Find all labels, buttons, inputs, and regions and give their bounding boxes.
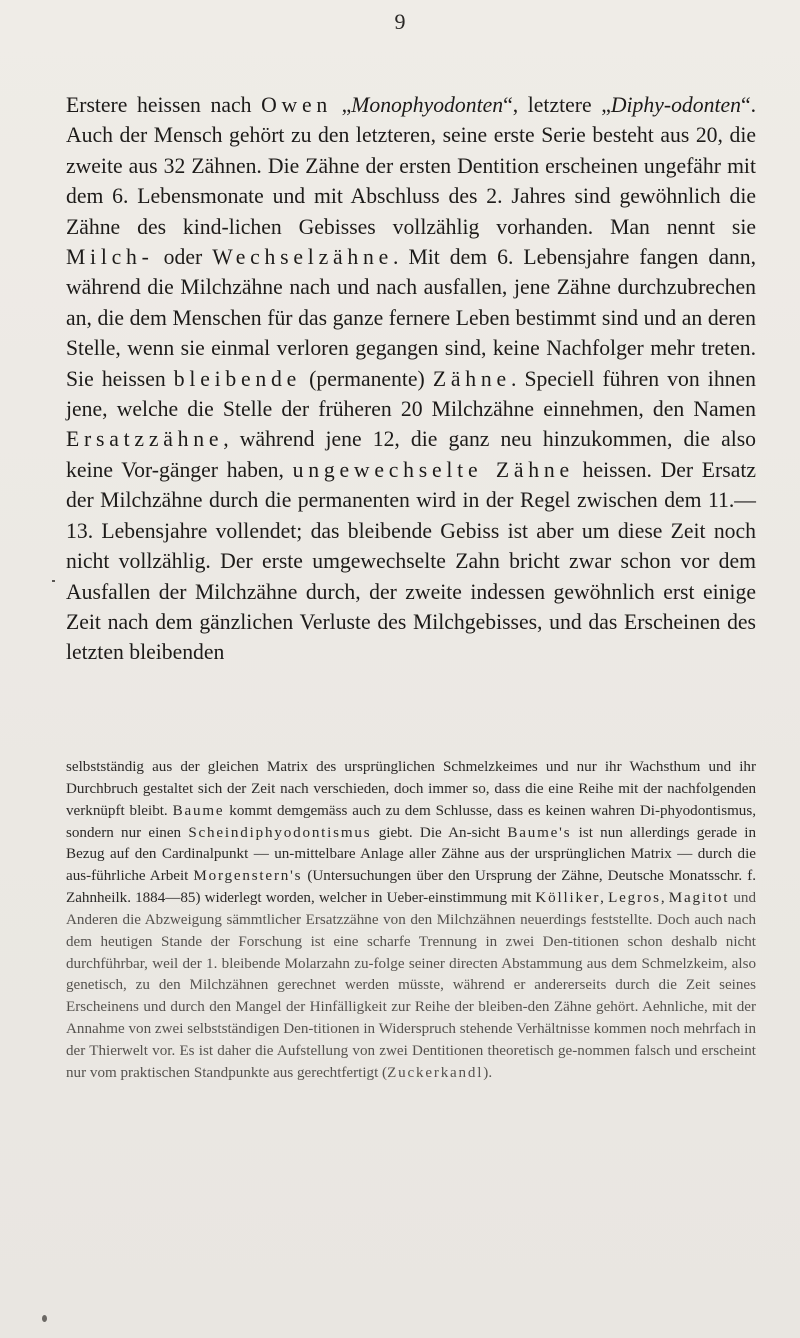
text-run: oder [153,245,213,270]
footnote-paragraph [66,757,756,1085]
text-run: „ [332,93,352,117]
text-run: , [600,890,609,907]
term-diphyodonten: Diphy-odonten [610,93,741,117]
main-text-block [66,90,756,668]
text-run: giebt. Die An-sicht [371,824,508,841]
author-morgenstern: Morgenstern's [193,868,303,885]
text-run: und Anderen die Abzweigung sämmtlicher Ersatzzähne von den Milchzähnen neuerdings feststellte. Doch auch nach dem heutigen Stande der Forschung ist eine scharfe Trennung in zwei Den-titionen schon deshalb nicht durchführbar, weil der 1. bleibende Molarzahn zu-folge seiner directen Abstammung aus dem Schmelzkeim, also genetisch, zu den Milchzähnen gerechnet werden müsste, während er andererseits durch die Zeit seines Erscheinens und durch den Mangel der Hinfälligkeit zur Reihe der bleiben-den Zähne gehört. Aehnliche, mit der Annahme von zwei selbstständigen Den-titionen in Widerspruch stehende Verhältnisse kommen noch mehrfach in der Thierwelt vor. Es ist daher die Aufstellung von zwei Dentitionen theoretisch ge-nommen falsch und erscheint nur vom praktischen Standpunkte aus gerechtfertigt ( [66,890,756,1081]
text-run: Erstere heissen nach [66,93,262,117]
author-baume-genitive: Baume's [507,824,572,841]
author-baume: Baume [172,802,225,819]
text-run: , [660,890,669,907]
text-run: , während jene 12, die ganz neu hinzukommen, die also keine Vor-gänger haben, [66,427,756,482]
term-milch: Milch- [66,245,154,270]
margin-dot [42,1315,47,1322]
term-zaehne: Zähne [432,366,511,391]
term-monophyodonten: Monophyodonten [351,93,504,117]
text-run: “. Auch der Mensch gehört zu den letzteren, seine erste Serie besteht aus 20, die zweite aus 32 Zähnen. Die Zähne der ersten Dentition erscheinen ungefähr mit dem 6. Lebensmonate und mit Abschluss des 2. Jahres sind gewöhnlich die Zähne des kind-lichen Gebisses vollzählig vorhanden. Man nennt sie [66,93,756,239]
author-legros: Legros [608,890,661,907]
text-run: kommt demgemäss auch zu dem Schlusse, dass es keinen wahren Di-phyodontismus, sondern nur einen [66,802,756,841]
text-run: ). [483,1064,493,1081]
term-bleibende: bleibende [173,366,302,391]
text-run: . Speciell führen von ihnen jene, welche die Stelle der früheren 20 Milchzähne einnehmen, den Namen [66,366,756,422]
term-scheindiphyodontismus: Scheindiphyodontismus [188,824,372,841]
footnote-block [66,757,756,1085]
author-zuckerkandl: Zuckerkandl [387,1064,484,1081]
term-ungewechselte-zaehne: ungewechselte Zähne [292,457,574,482]
margin-mark [52,580,55,582]
text-run: . Mit dem 6. Lebensjahre fangen dann, während die Milchzähne nach und nach ausfallen, jene Zähne durchzubrechen an, die dem Menschen für das ganze fernere Leben bestimmt sind und an deren Stelle, wenn sie einmal verloren gegangen sind, keine Nachfolger mehr treten. Sie heissen [66,245,756,391]
main-paragraph [66,90,756,668]
text-run: heissen. Der Ersatz der Milchzähne durch die permanenten wird in der Regel zwischen dem 11.—13. Lebensjahre vollendet; das bleibende Gebiss ist aber um diese Zeit noch nicht vollzählig. Der erste umgewechselte Zahn bricht zwar schon vor dem Ausfallen der Milchzähne durch, der zweite indessen gewöhnlich erst einige Zeit nach dem gänzlichen Verluste des Milchgebisses, und das Erscheinen des letzten bleibenden [66,457,756,665]
term-wechselzaehne: Wechselzähne [212,245,394,270]
text-run: ist nun allerdings gerade in Bezug auf den Cardinalpunkt — un-mittelbare Anlage aller Zähne aus der ursprünglichen Matrix — durch die aus-führliche Arbeit [66,824,757,885]
author-magitot: Magitot [668,890,730,907]
text-run: (Untersuchungen über den Ursprung der Zähne, Deutsche Monatsschr. f. Zahnheilk. 1884—85) widerlegt worden, welcher in Ueber-einstimmung mit [66,868,757,907]
text-run: “, letztere „ [503,93,611,117]
page-number: 9 [394,9,406,34]
author-owen: Owen [261,93,333,117]
text-run: (permanente) [301,366,433,391]
author-koelliker: Kölliker [535,890,601,907]
term-ersatzzaehne: Ersatzzähne [66,427,224,452]
text-run: selbstständig aus der gleichen Matrix des ursprünglichen Schmelzkeimes und nur ihr Wachsthum und ihr Durchbruch gestaltet sich der Zeit nach verschieden, doch immer so, dass die eine Reihe mit der nachfolgenden verknüpft bleibt. [66,759,756,819]
